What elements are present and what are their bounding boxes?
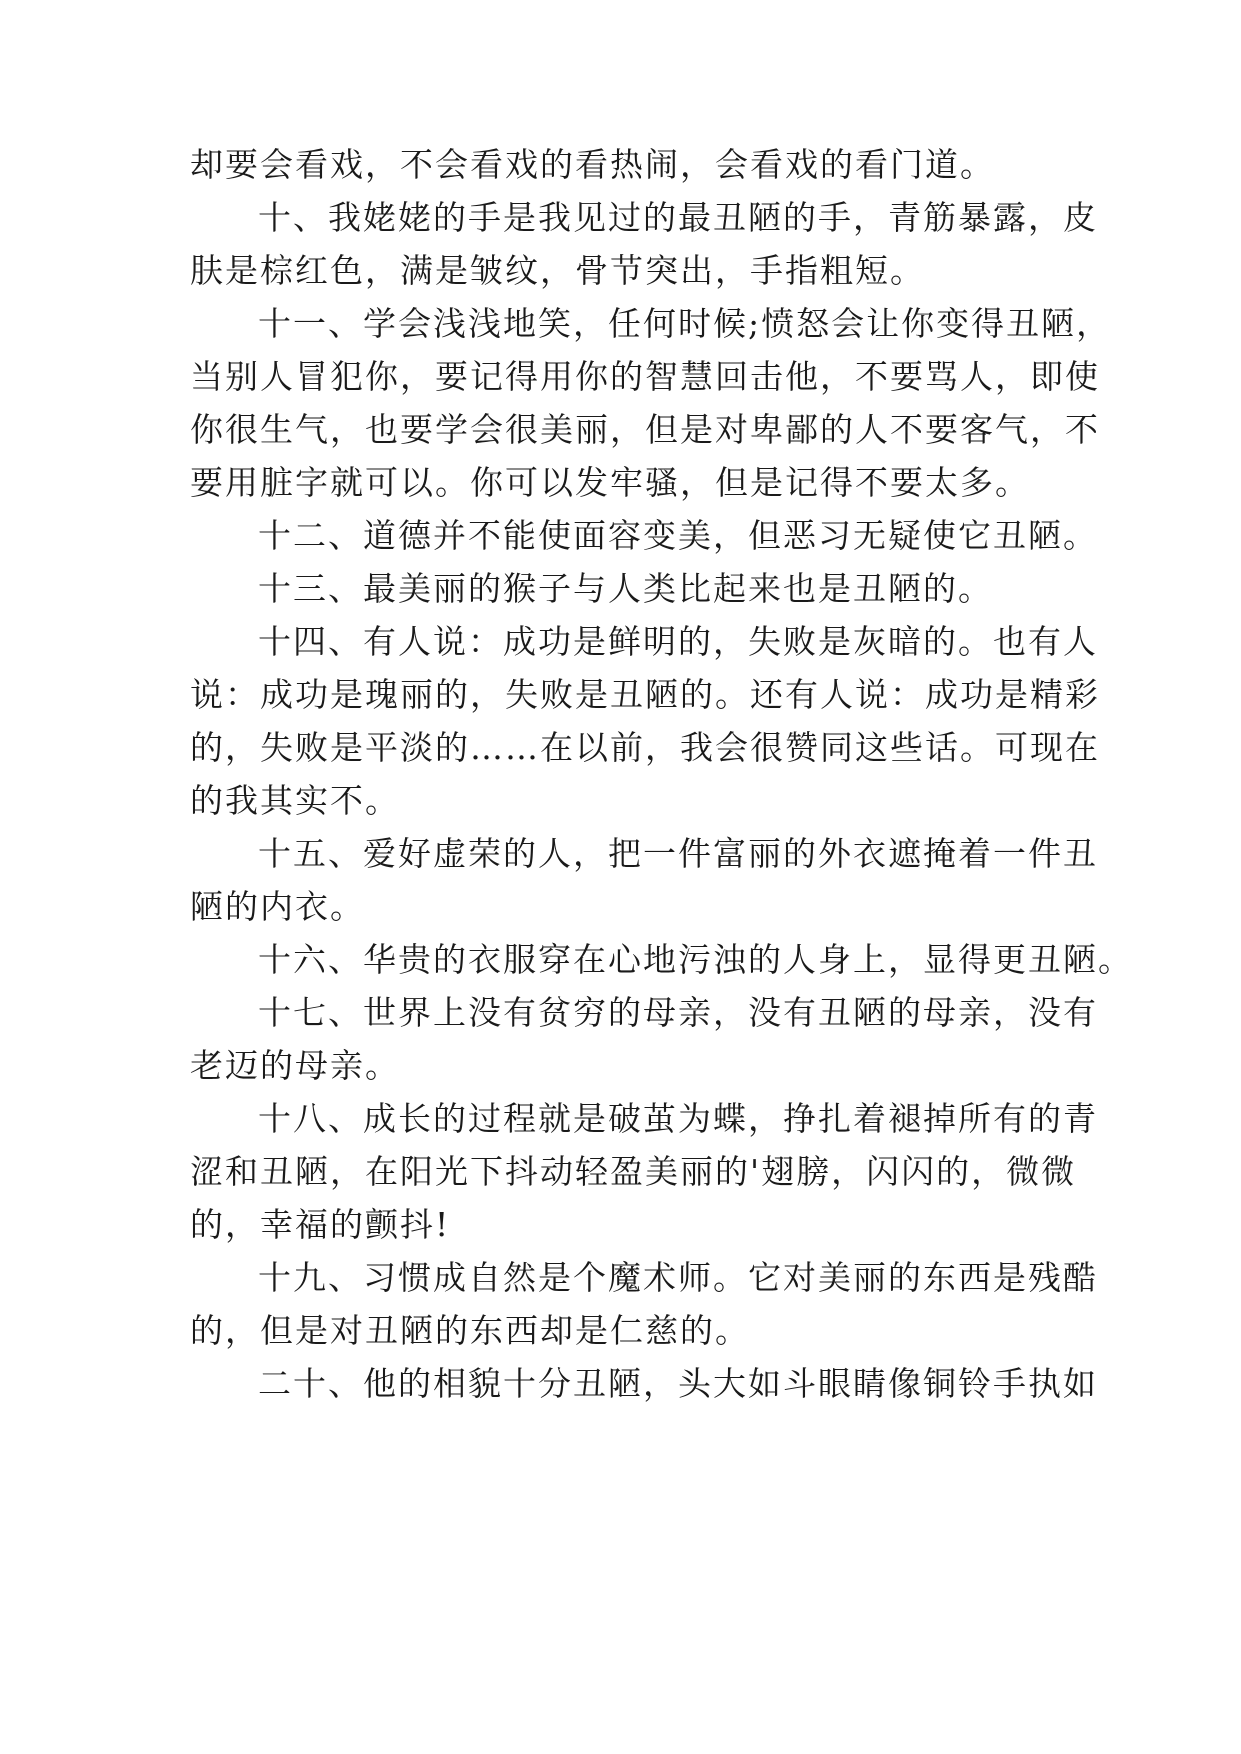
text-line: 十六、华贵的衣服穿在心地污浊的人身上，显得更丑陋。 [258, 940, 1133, 979]
text-line: 十五、爱好虚荣的人，把一件富丽的外衣遮掩着一件丑 [258, 834, 1098, 873]
text-line: 十二、道德并不能使面容变美，但恶习无疑使它丑陋。 [258, 516, 1098, 555]
text-line: 涩和丑陋，在阳光下抖动轻盈美丽的'翅膀，闪闪的，微微 [190, 1152, 1077, 1191]
text-line: 老迈的母亲。 [190, 1046, 400, 1085]
text-line: 肤是棕红色，满是皱纹，骨节突出，手指粗短。 [190, 251, 925, 290]
text-line: 说：成功是瑰丽的，失败是丑陋的。还有人说：成功是精彩 [190, 675, 1100, 714]
text-line: 的我其实不。 [190, 781, 400, 820]
text-line: 十三、最美丽的猴子与人类比起来也是丑陋的。 [258, 569, 993, 608]
text-line: 十九、习惯成自然是个魔术师。它对美丽的东西是残酷 [258, 1258, 1098, 1297]
text-line: 的，但是对丑陋的东西却是仁慈的。 [190, 1311, 750, 1350]
text-line: 十八、成长的过程就是破茧为蝶，挣扎着褪掉所有的青 [258, 1099, 1098, 1138]
text-line: 十一、学会浅浅地笑，任何时候;愤怒会让你变得丑陋， [258, 304, 1112, 343]
text-line: 十七、世界上没有贫穷的母亲，没有丑陋的母亲，没有 [258, 993, 1098, 1032]
text-line: 要用脏字就可以。你可以发牢骚，但是记得不要太多。 [190, 463, 1030, 502]
text-line: 你很生气，也要学会很美丽，但是对卑鄙的人不要客气，不 [190, 410, 1100, 449]
text-line: 十四、有人说：成功是鲜明的，失败是灰暗的。也有人 [258, 622, 1098, 661]
text-line: 的，幸福的颤抖! [190, 1205, 451, 1244]
text-line: 二十、他的相貌十分丑陋，头大如斗眼睛像铜铃手执如 [258, 1364, 1098, 1403]
text-line: 的，失败是平淡的……在以前，我会很赞同这些话。可现在 [190, 728, 1100, 767]
text-line: 十、我姥姥的手是我见过的最丑陋的手，青筋暴露，皮 [258, 198, 1098, 237]
text-line: 当别人冒犯你，要记得用你的智慧回击他，不要骂人，即使 [190, 357, 1100, 396]
text-line: 陋的内衣。 [190, 887, 365, 926]
text-line: 却要会看戏，不会看戏的看热闹，会看戏的看门道。 [190, 145, 995, 184]
